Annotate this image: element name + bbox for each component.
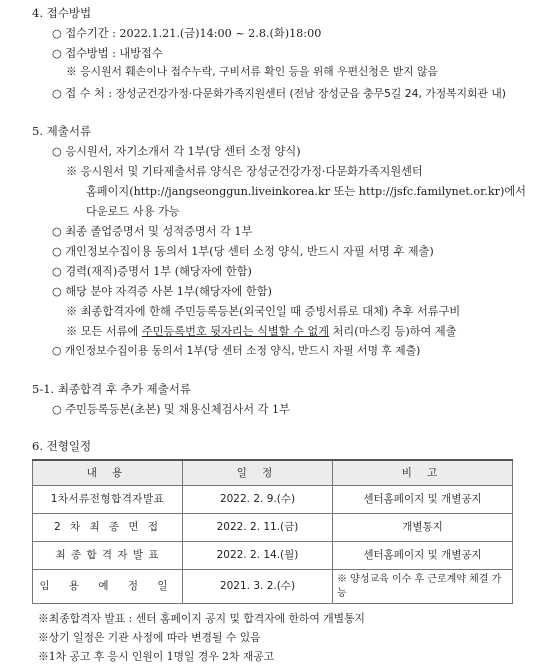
header-date: 일 정 bbox=[183, 460, 333, 486]
header-content: 내 용 bbox=[33, 460, 183, 486]
header-remarks: 비 고 bbox=[333, 460, 513, 486]
section6-heading: 6. 전형일정 bbox=[32, 439, 92, 453]
row-item: 임 용 예 정 일 bbox=[33, 570, 183, 604]
row-date: 2022. 2. 9.(수) bbox=[183, 486, 333, 514]
section5-1-heading: 5-1. 최종합격 후 추가 제출서류 bbox=[32, 382, 191, 396]
application-method: ○ 접수방법 : 내방접수 bbox=[52, 47, 163, 60]
schedule-note-1: ※최종합격자 발표 : 센터 홈페이지 공지 및 합격자에 한하여 개별통지 bbox=[38, 612, 365, 625]
row-date: 2022. 2. 14.(월) bbox=[183, 542, 333, 570]
row-remark: ※ 양성교육 이수 후 근로계약 체결 가능 bbox=[333, 570, 513, 604]
schedule-table bbox=[32, 459, 513, 604]
doc-privacy-consent-repeat: ○ 개인정보수집이용 동의서 1부(당 센터 소정 양식, 반드시 자필 서명 후 제출) bbox=[52, 344, 421, 357]
doc-form-note-1: ※ 응시원서 및 기타제출서류 양식은 장성군건강가정·다문화가족지원센터 bbox=[66, 165, 423, 178]
doc-graduation: ○ 최종 졸업증명서 및 성적증명서 각 1부 bbox=[52, 225, 253, 238]
masking-note-prefix: ※ 모든 서류에 bbox=[66, 325, 142, 338]
table-row bbox=[33, 514, 513, 542]
doc-form-note-3: 다운로드 사용 가능 bbox=[86, 205, 180, 218]
schedule-note-2: ※상기 일정은 기관 사정에 따라 변경될 수 있음 bbox=[38, 631, 261, 644]
table-row bbox=[33, 570, 513, 604]
application-period: ○ 접수기간 : 2022.1.21.(금)14:00 ~ 2.8.(화)18:00 bbox=[52, 27, 322, 40]
application-place bbox=[52, 88, 506, 100]
masking-note-underlined: 주민등록번호 뒷자리는 식별할 수 없게 bbox=[141, 325, 330, 338]
doc-career: ○ 경력(재직)증명서 1부 (해당자에 한함) bbox=[52, 265, 252, 278]
doc-application-form: ○ 응시원서, 자기소개서 각 1부(당 센터 소정 양식) bbox=[52, 145, 301, 158]
section5-heading: 5. 제출서류 bbox=[32, 124, 92, 138]
doc-masking-note bbox=[66, 326, 457, 337]
masking-note-suffix: 처리(마스킹 등)하여 제출 bbox=[329, 325, 457, 338]
row-remark: 센터홈페이지 및 개별공지 bbox=[333, 486, 513, 514]
row-item: 최 종 합 격 자 발 표 bbox=[33, 542, 183, 570]
table-row bbox=[33, 542, 513, 570]
schedule-note-3: ※1차 공고 후 응시 인원이 1명일 경우 2차 재공고 bbox=[38, 650, 275, 663]
doc-certificate: ○ 해당 분야 자격증 사본 1부(해당자에 한함) bbox=[52, 285, 272, 298]
doc-form-note-2: 홈페이지(http://jangseonggun.liveinkorea.kr 또는 http://jsfc.familynet.or.kr)에서 bbox=[86, 185, 526, 198]
table-row bbox=[33, 486, 513, 514]
row-date: 2022. 2. 11.(금) bbox=[183, 514, 333, 542]
doc-privacy-consent: ○ 개인정보수집이용 동의서 1부(당 센터 소정 양식, 반드시 자필 서명 후 제출) bbox=[52, 245, 434, 258]
row-item: 2 차 최 종 면 접 bbox=[33, 514, 183, 542]
doc-resident-note: ※ 최종합격자에 한해 주민등록등본(외국인일 때 증빙서류로 대체) 추후 서류구비 bbox=[66, 305, 461, 318]
row-remark: 센터홈페이지 및 개별공지 bbox=[333, 542, 513, 570]
additional-doc: ○ 주민등록등본(초본) 및 채용신체검사서 각 1부 bbox=[52, 403, 290, 416]
schedule-header-row bbox=[33, 460, 513, 486]
application-place-label: ○ 접 수 처 : bbox=[52, 87, 116, 100]
application-method-note: ※ 응시원서 훼손이나 접수누락, 구비서류 확인 등을 위해 우편신청은 받지 않음 bbox=[66, 65, 438, 78]
row-item: 1차서류전형합격자발표 bbox=[33, 486, 183, 514]
section4-heading: 4. 접수방법 bbox=[32, 6, 92, 20]
row-remark: 개별통지 bbox=[333, 514, 513, 542]
row-date: 2021. 3. 2.(수) bbox=[183, 570, 333, 604]
application-place-value: 장성군건강가정·다문화가족지원센터 (전남 장성군읍 충무5길 24, 가정복지회관 내) bbox=[115, 87, 506, 100]
